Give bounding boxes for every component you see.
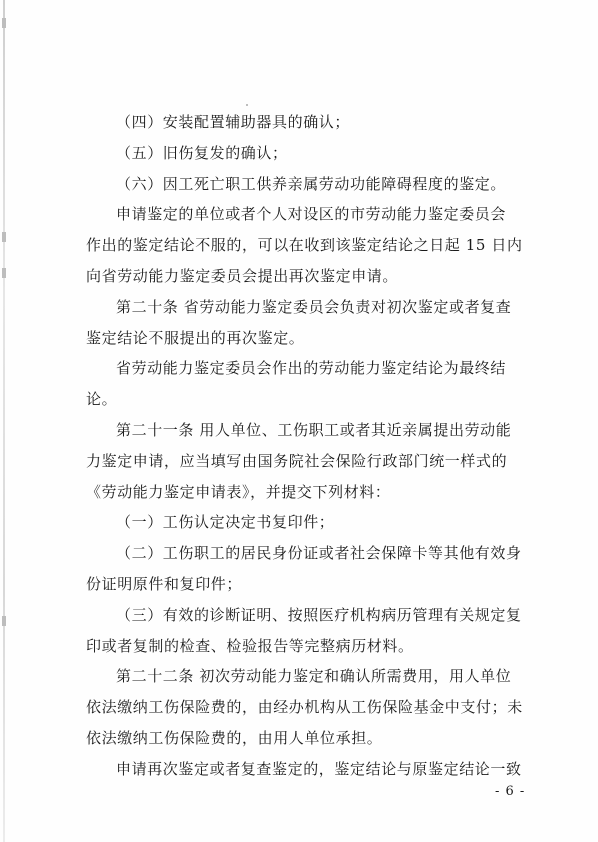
text-line: （五）旧伤复发的确认；	[116, 143, 288, 162]
scan-speck	[246, 104, 248, 106]
scan-edge-mark	[2, 18, 6, 28]
text-line: 省劳动能力鉴定委员会作出的劳动能力鉴定结论为最终结	[116, 359, 507, 378]
text-line: 第二十条 省劳动能力鉴定委员会负责对初次鉴定或者复查	[116, 297, 512, 316]
text-line: 《劳动能力鉴定申请表》，并提交下列材料：	[86, 482, 391, 501]
text-line: 申请再次鉴定或者复查鉴定的，鉴定结论与原鉴定结论一致	[116, 759, 522, 778]
text-line: （二）工伤职工的居民身份证或者社会保障卡等其他有效身	[116, 544, 522, 563]
text-line: 向省劳动能力鉴定委员会提出再次鉴定申请。	[86, 266, 399, 285]
text-line: （四）安装配置辅助器具的确认；	[116, 113, 351, 131]
text-line: 论。	[86, 390, 118, 409]
scan-edge-mark	[2, 232, 6, 242]
text-line: 第二十二条 初次劳动能力鉴定和确认所需费用，用人单位	[116, 667, 512, 686]
text-line: 印或者复制的检查、检验报告等完整病历材料。	[86, 636, 414, 655]
text-line: 第二十一条 用人单位、工伤职工或者其近亲属提出劳动能	[116, 420, 512, 439]
text-line: 申请鉴定的单位或者个人对设区的市劳动能力鉴定委员会	[116, 205, 507, 224]
document-body	[86, 107, 534, 785]
text-line: （一）工伤认定决定书复印件；	[116, 513, 335, 532]
text-line: （三）有效的诊断证明、按照医疗机构病历管理有关规定复	[116, 605, 522, 624]
text-line: 力鉴定申请，应当填写由国务院社会保险行政部门统一样式的	[86, 451, 508, 470]
scan-edge-mark	[2, 268, 6, 278]
scan-edge-mark	[2, 616, 6, 626]
text-line: （六）因工死亡职工供养亲属劳动功能障碍程度的鉴定。	[116, 174, 507, 193]
text-line: 鉴定结论不服提出的再次鉴定。	[86, 328, 305, 347]
text-line: 依法缴纳工伤保险费的，由经办机构从工伤保险基金中支付；未	[86, 698, 523, 717]
text-line: 作出的鉴定结论不服的，可以在收到该鉴定结论之日起 15 日内	[86, 236, 523, 255]
text-line: 份证明原件和复印件；	[86, 574, 243, 593]
text-line: 依法缴纳工伤保险费的，由用人单位承担。	[86, 728, 383, 747]
scan-edge-shadow	[3, 0, 5, 842]
page-number: - 6 -	[495, 784, 526, 799]
